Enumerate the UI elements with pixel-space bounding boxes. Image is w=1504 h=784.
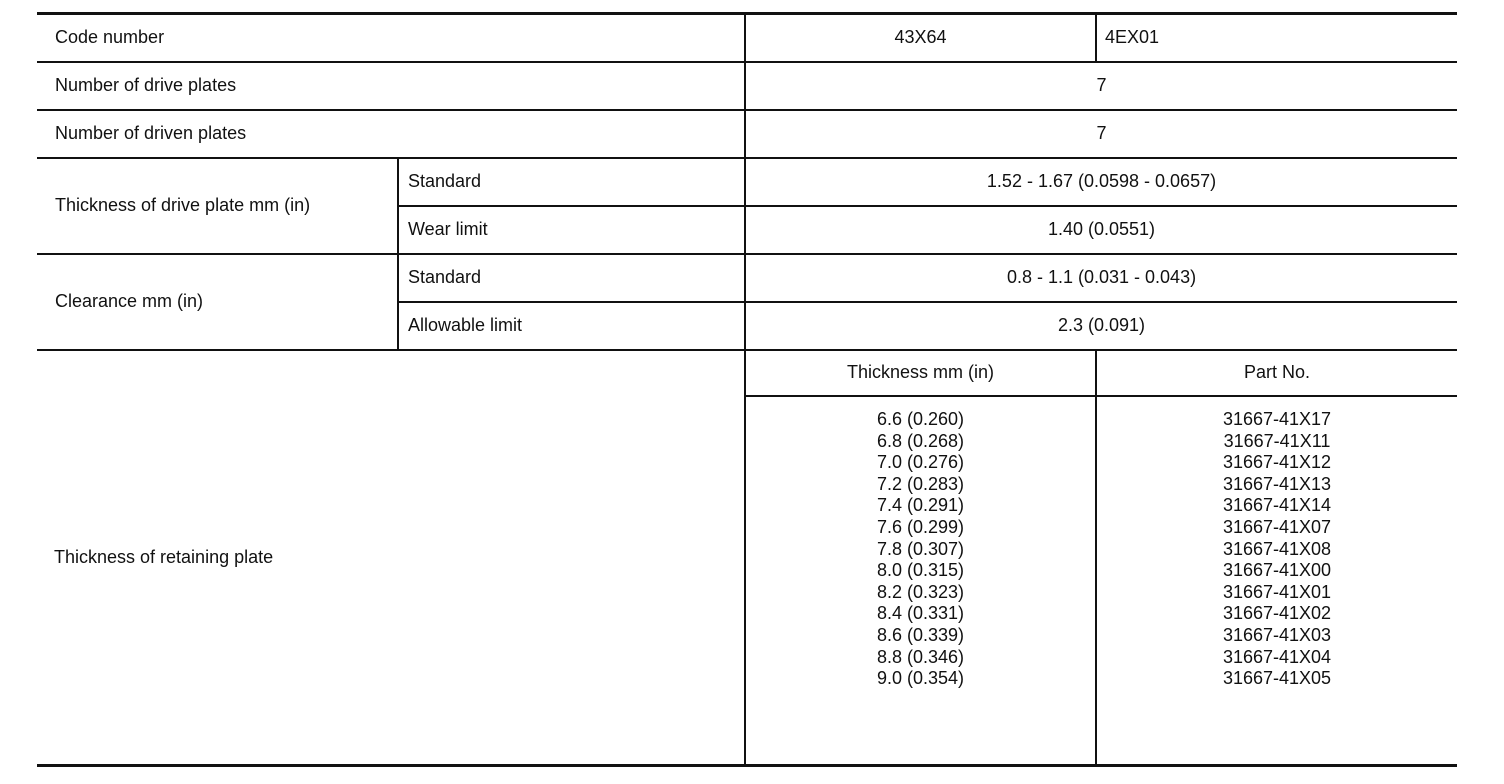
drive-plate-standard-value: 1.52 - 1.67 (0.0598 - 0.0657)	[745, 158, 1457, 206]
thickness-value: 7.0 (0.276)	[876, 452, 965, 473]
part-number-value: 31667-41X03	[1222, 624, 1332, 645]
row-drive-plate-standard	[37, 158, 1457, 206]
drive-plates-label: Number of drive plates	[37, 62, 745, 110]
thickness-list	[745, 396, 1096, 766]
code-number-value-2: 4EX01	[1096, 14, 1457, 63]
thickness-value: 7.8 (0.307)	[876, 538, 965, 559]
part-number-value: 31667-41X07	[1222, 516, 1332, 537]
part-number-value: 31667-41X08	[1222, 538, 1332, 559]
part-number-list	[1096, 396, 1457, 766]
row-clearance-standard	[37, 254, 1457, 302]
thickness-value: 8.4 (0.331)	[876, 603, 965, 624]
part-number-value: 31667-41X14	[1222, 495, 1332, 516]
thickness-value: 9.0 (0.354)	[876, 668, 965, 689]
thickness-value: 8.6 (0.339)	[876, 624, 965, 645]
thickness-value: 7.6 (0.299)	[876, 516, 965, 537]
retaining-plate-label: Thickness of retaining plate	[37, 350, 745, 766]
driven-plates-label: Number of driven plates	[37, 110, 745, 158]
part-number-value: 31667-41X17	[1222, 409, 1332, 429]
thickness-value: 6.8 (0.268)	[876, 430, 965, 451]
drive-plate-standard-label: Standard	[398, 158, 745, 206]
thickness-column-header: Thickness mm (in)	[745, 350, 1096, 396]
part-number-value: 31667-41X01	[1222, 581, 1332, 602]
code-number-value-1: 43X64	[745, 14, 1096, 63]
part-number-value: 31667-41X11	[1223, 430, 1331, 451]
thickness-value: 8.0 (0.315)	[876, 560, 965, 581]
row-retaining-header	[37, 350, 1457, 396]
clearance-standard-value: 0.8 - 1.1 (0.031 - 0.043)	[745, 254, 1457, 302]
part-number-column-header: Part No.	[1096, 350, 1457, 396]
drive-plate-thickness-label: Thickness of drive plate mm (in)	[37, 158, 398, 254]
clearance-label: Clearance mm (in)	[37, 254, 398, 350]
thickness-value: 7.2 (0.283)	[876, 473, 965, 494]
code-number-label: Code number	[37, 14, 745, 63]
thickness-value: 8.2 (0.323)	[876, 581, 965, 602]
part-number-value: 31667-41X04	[1222, 646, 1332, 667]
drive-plate-wear-label: Wear limit	[398, 206, 745, 254]
part-number-value: 31667-41X02	[1222, 603, 1332, 624]
thickness-value: 6.6 (0.260)	[876, 409, 965, 429]
part-number-value: 31667-41X00	[1222, 560, 1332, 581]
drive-plate-wear-value: 1.40 (0.0551)	[745, 206, 1457, 254]
clearance-limit-value: 2.3 (0.091)	[745, 302, 1457, 350]
drive-plates-value: 7	[745, 62, 1457, 110]
spec-table	[37, 12, 1457, 767]
driven-plates-value: 7	[745, 110, 1457, 158]
clearance-limit-label: Allowable limit	[398, 302, 745, 350]
part-number-value: 31667-41X13	[1222, 473, 1332, 494]
thickness-value: 8.8 (0.346)	[876, 646, 965, 667]
row-code-number	[37, 14, 1457, 63]
part-number-value: 31667-41X12	[1222, 452, 1332, 473]
clearance-standard-label: Standard	[398, 254, 745, 302]
row-drive-plates	[37, 62, 1457, 110]
row-driven-plates	[37, 110, 1457, 158]
thickness-value: 7.4 (0.291)	[876, 495, 965, 516]
part-number-value: 31667-41X05	[1222, 668, 1332, 689]
